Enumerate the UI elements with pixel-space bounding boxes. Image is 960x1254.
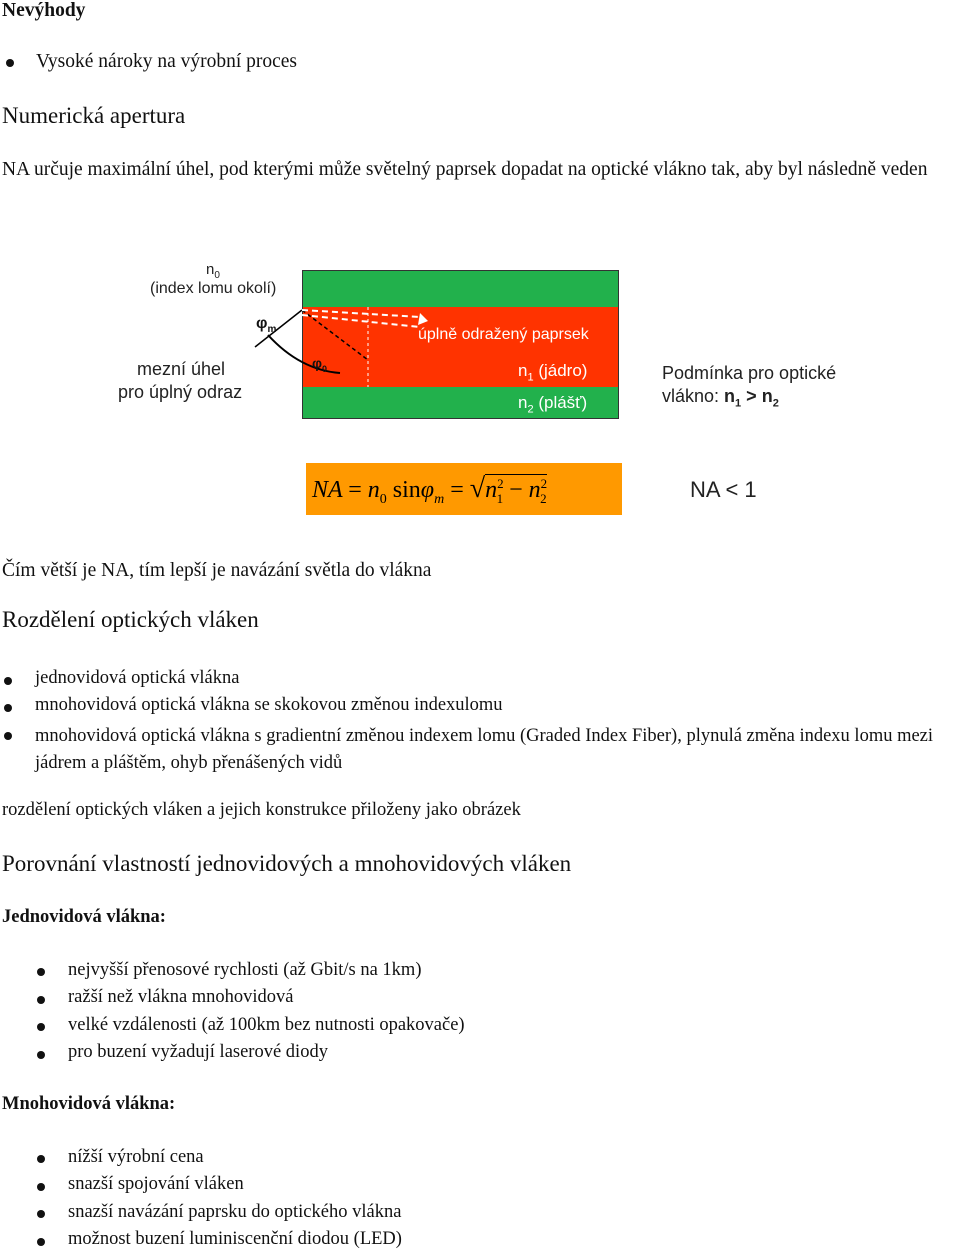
formula-lhs: NA [312, 477, 343, 503]
comparison-heading: Porovnání vlastností jednovidových a mnohovidových vláken [2, 851, 572, 876]
n0-label: n [206, 261, 215, 278]
angle-arc [268, 335, 340, 373]
clad-sub: 2 [527, 403, 534, 416]
na-less-label: NA < 1 [690, 477, 757, 502]
reflected-ray-1 [302, 310, 420, 317]
arrow-head [418, 313, 428, 325]
division-heading: Rozdělení optických vláken [2, 607, 259, 632]
list-item: mnohovidová optická vlákna se skokovou změnou indexulomu [35, 695, 503, 715]
formula-n1-sup: 2 [497, 476, 504, 491]
reflected-label: úplně odražený paprsek [418, 326, 589, 343]
formula-eq2: = [450, 477, 464, 503]
phi-m-sub: m [267, 324, 277, 336]
formula-n0-sub: 0 [379, 491, 387, 507]
condition-n2-sub: 2 [772, 397, 779, 410]
condition-n1: n [724, 386, 736, 406]
list-item: pro buzení vyžadují laserové diody [68, 1042, 328, 1062]
list-item: velké vzdálenosti (až 100km bez nutnosti opakovače) [68, 1015, 465, 1035]
list-item: jednovidová optická vlákna [35, 668, 240, 688]
critical-line1: mezní úhel [137, 359, 226, 379]
clad-n: n [518, 393, 528, 412]
condition-n1-sub: 1 [735, 397, 742, 410]
bullet [37, 968, 45, 976]
formula-n2-sup: 2 [540, 476, 548, 491]
bullet [37, 1210, 45, 1218]
list-item: snazší spojování vláken [68, 1174, 244, 1194]
clad-label: (plášť) [538, 393, 588, 412]
disadvantages-heading: Nevýhody [2, 0, 86, 21]
bullet [37, 996, 45, 1004]
phi-0-sub: 0 [322, 363, 328, 374]
list-item: Vysoké nároky na výrobní proces [36, 51, 298, 72]
bullet [4, 704, 12, 712]
single-heading: Jednovidová vlákna: [2, 907, 166, 927]
list-item: ražší než vlákna mnohovidová [68, 987, 294, 1007]
bullet [4, 732, 12, 740]
core-label: (jádro) [538, 361, 588, 380]
bullet [37, 1051, 45, 1059]
na-heading: Numerická apertura [2, 103, 186, 128]
multi-heading: Mnohovidová vlákna: [2, 1094, 176, 1114]
bullet [37, 1155, 45, 1163]
formula-eq1: = [348, 477, 362, 503]
phi-0-label: φ [312, 355, 323, 371]
list-item: mnohovidová optická vlákna s gradientní změnou indexem lomu (Graded Index Fiber), plynulá změna indexu lomu mezi jádrem a pláštěm, ohyb přenášených vidů [35, 726, 934, 773]
condition-line1: Podmínka pro optické [662, 363, 837, 383]
ambient-label: (index lomu okolí) [150, 280, 277, 297]
formula-n2: n [528, 477, 541, 503]
list-item: snazší navázání paprsku do optického vlákna [68, 1202, 402, 1222]
sqrt-icon: √ [469, 473, 486, 504]
formula-n2-sub: 2 [540, 490, 547, 506]
n0-sub: 0 [214, 270, 220, 281]
bullet [37, 1183, 45, 1191]
formula-n1: n [485, 477, 498, 503]
bullet [6, 59, 14, 67]
bullet [37, 1238, 45, 1246]
list-item: možnost buzení luminiscenční diodou (LED) [68, 1229, 402, 1249]
condition-gt: > [741, 386, 762, 406]
formula-sin: sin [392, 477, 421, 503]
bullet [37, 1023, 45, 1031]
bullet [4, 677, 12, 685]
fiber-diagram [0, 255, 960, 525]
list-item: nížší výrobní cena [68, 1147, 204, 1167]
formula-box [306, 463, 622, 515]
formula-phi: φ [420, 477, 435, 503]
na-statement: Čím větší je NA, tím lepší je navázání světla do vlákna [2, 560, 432, 581]
division-note: rozdělení optických vláken a jejich konstrukce přiloženy jako obrázek [2, 800, 521, 820]
formula-minus: − [509, 477, 523, 503]
na-definition: NA určuje maximální úhel, pod kterými může světelný paprsek dopadat na optické vlákno tak, aby byl následně veden [2, 159, 928, 180]
formula-n0: n [367, 477, 380, 503]
phi-m-label: φ [256, 315, 268, 332]
condition-prefix: vlákno: [662, 386, 725, 406]
formula-n1-sub: 1 [496, 490, 504, 506]
core-sub: 1 [527, 371, 534, 384]
critical-line2: pro úplný odraz [118, 382, 243, 402]
formula-phi-sub: m [434, 491, 445, 507]
core-n: n [518, 361, 528, 380]
condition-n2: n [761, 386, 773, 406]
list-item: nejvyšší přenosové rychlosti (až Gbit/s na 1km) [68, 960, 422, 980]
